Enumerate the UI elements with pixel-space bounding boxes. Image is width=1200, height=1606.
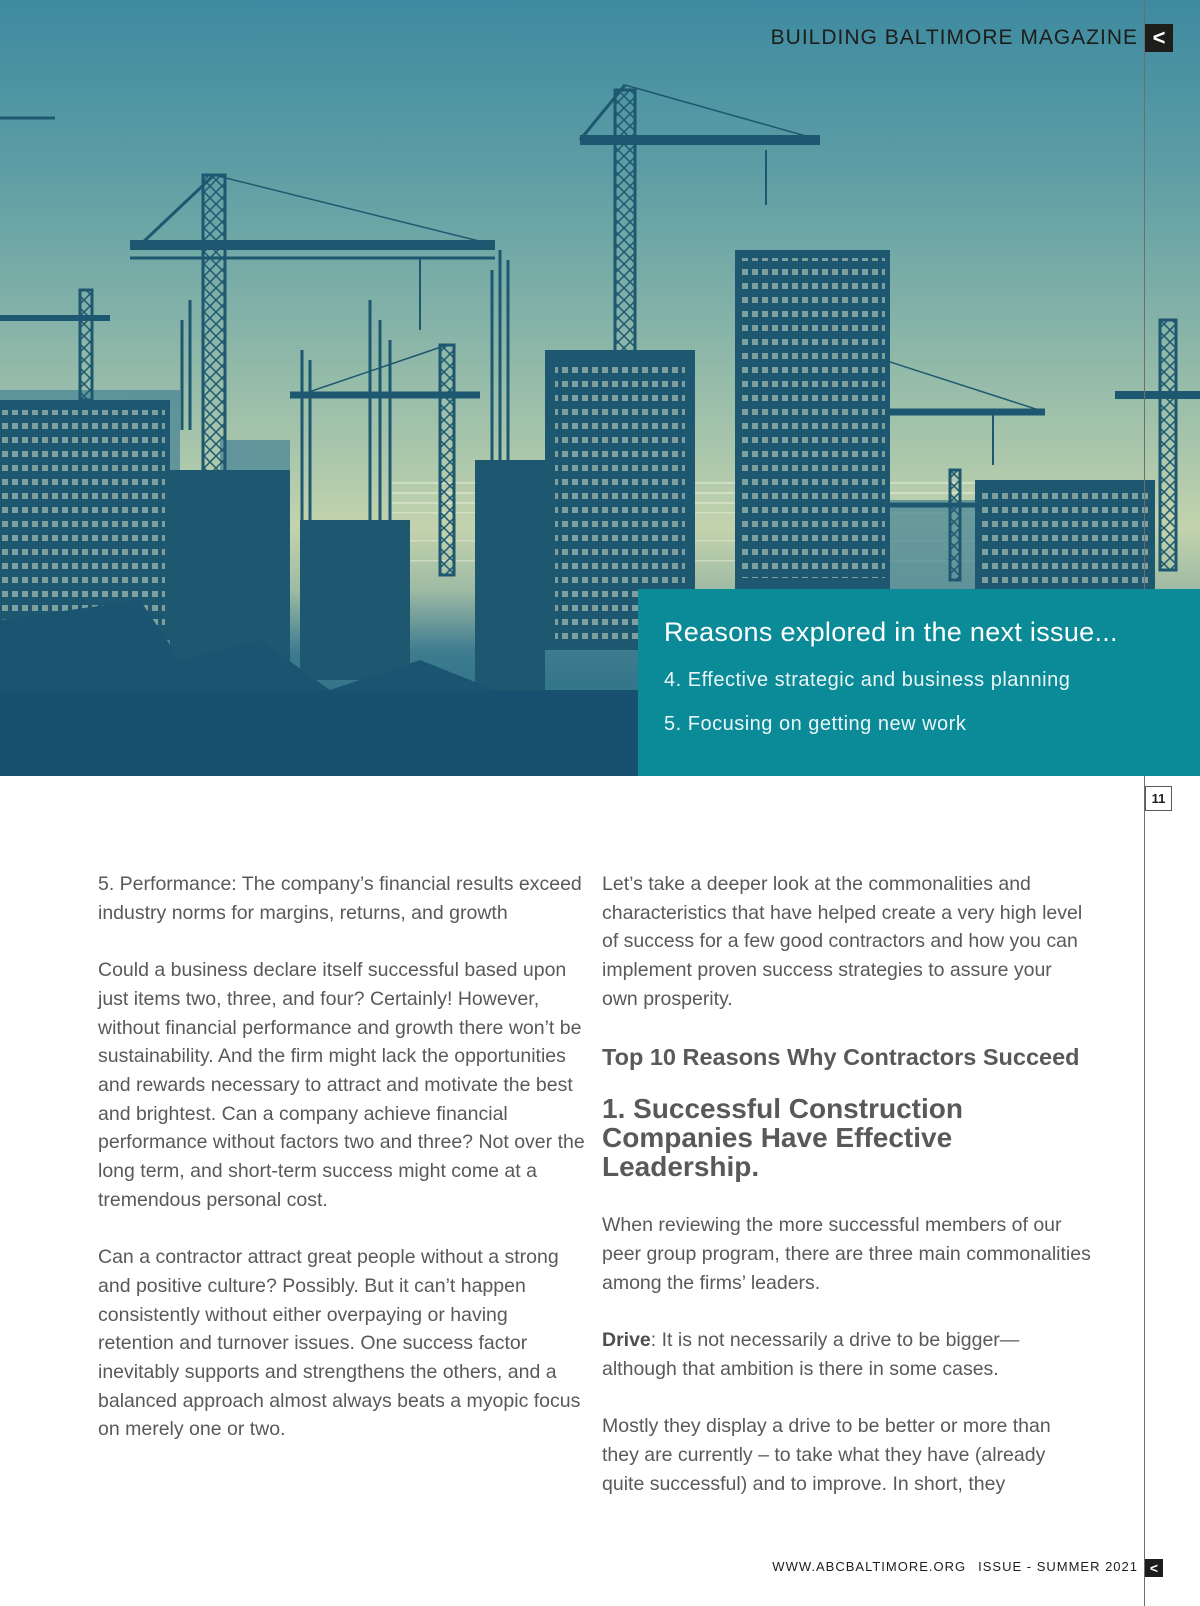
subsection-heading: 1. Successful Construction Companies Have Effective Leadership. <box>602 1093 963 1183</box>
page-number: 11 <box>1145 786 1172 811</box>
back-arrow-icon[interactable]: < <box>1145 1559 1163 1577</box>
magazine-title: BUILDING BALTIMORE MAGAZINE <box>770 26 1138 49</box>
intro-paragraph: Let’s take a deeper look at the commonalities and characteristics that have helped create a very high level of success for a few good contractors and how you can implement proven success strategies to assure your own prosperity. <box>602 873 1083 1010</box>
next-issue-heading: Reasons explored in the next issue... <box>664 617 1118 647</box>
left-column <box>98 870 588 1473</box>
next-issue-item: 4. Effective strategic and business planning <box>664 669 1071 691</box>
body-paragraph: When reviewing the more successful members of our peer group program, there are three main commonalities among the firms’ leaders. <box>602 1214 1091 1294</box>
body-paragraph: 5. Performance: The company’s financial results exceed industry norms for margins, returns, and growth <box>98 873 582 924</box>
footer-website-link[interactable]: WWW.ABCBALTIMORE.ORG <box>772 1559 967 1574</box>
footer <box>760 1559 1138 1574</box>
drive-text: : It is not necessarily a drive to be bigger—although that ambition is there in some cases. <box>602 1329 1020 1380</box>
next-issue-box <box>638 589 1200 776</box>
footer-issue: ISSUE - SUMMER 2021 <box>978 1559 1138 1574</box>
section-heading: Top 10 Reasons Why Contractors Succeed <box>602 1044 1080 1071</box>
body-paragraph: Mostly they display a drive to be better or more than they are currently – to take what they have (already quite successful) and to improve. In short, they <box>602 1415 1051 1495</box>
body-paragraph: Can a contractor attract great people without a strong and positive culture? Possibly. But it can’t happen consistently without either overpaying or having retention and turnover issues. One success factor inevitably supports and strengthens the others, and a balanced approach almost always beats a myopic focus on merely one or two. <box>98 1246 581 1441</box>
body-paragraph: Could a business declare itself successful based upon just items two, three, and four? Certainly! However, without financial performance and growth there won’t be sustainability. And the firm might lack the opportunities and rewards necessary to attract and motivate the best and brightest. Can a company achieve financial performance without factors two and three? Not over the long term, and short-term success might come at a tremendous personal cost. <box>98 959 585 1211</box>
next-issue-item: 5. Focusing on getting new work <box>664 713 967 735</box>
right-column <box>602 870 1092 1527</box>
drive-paragraph <box>602 1326 1092 1383</box>
back-arrow-icon[interactable]: < <box>1145 24 1173 52</box>
drive-label: Drive <box>602 1329 651 1351</box>
